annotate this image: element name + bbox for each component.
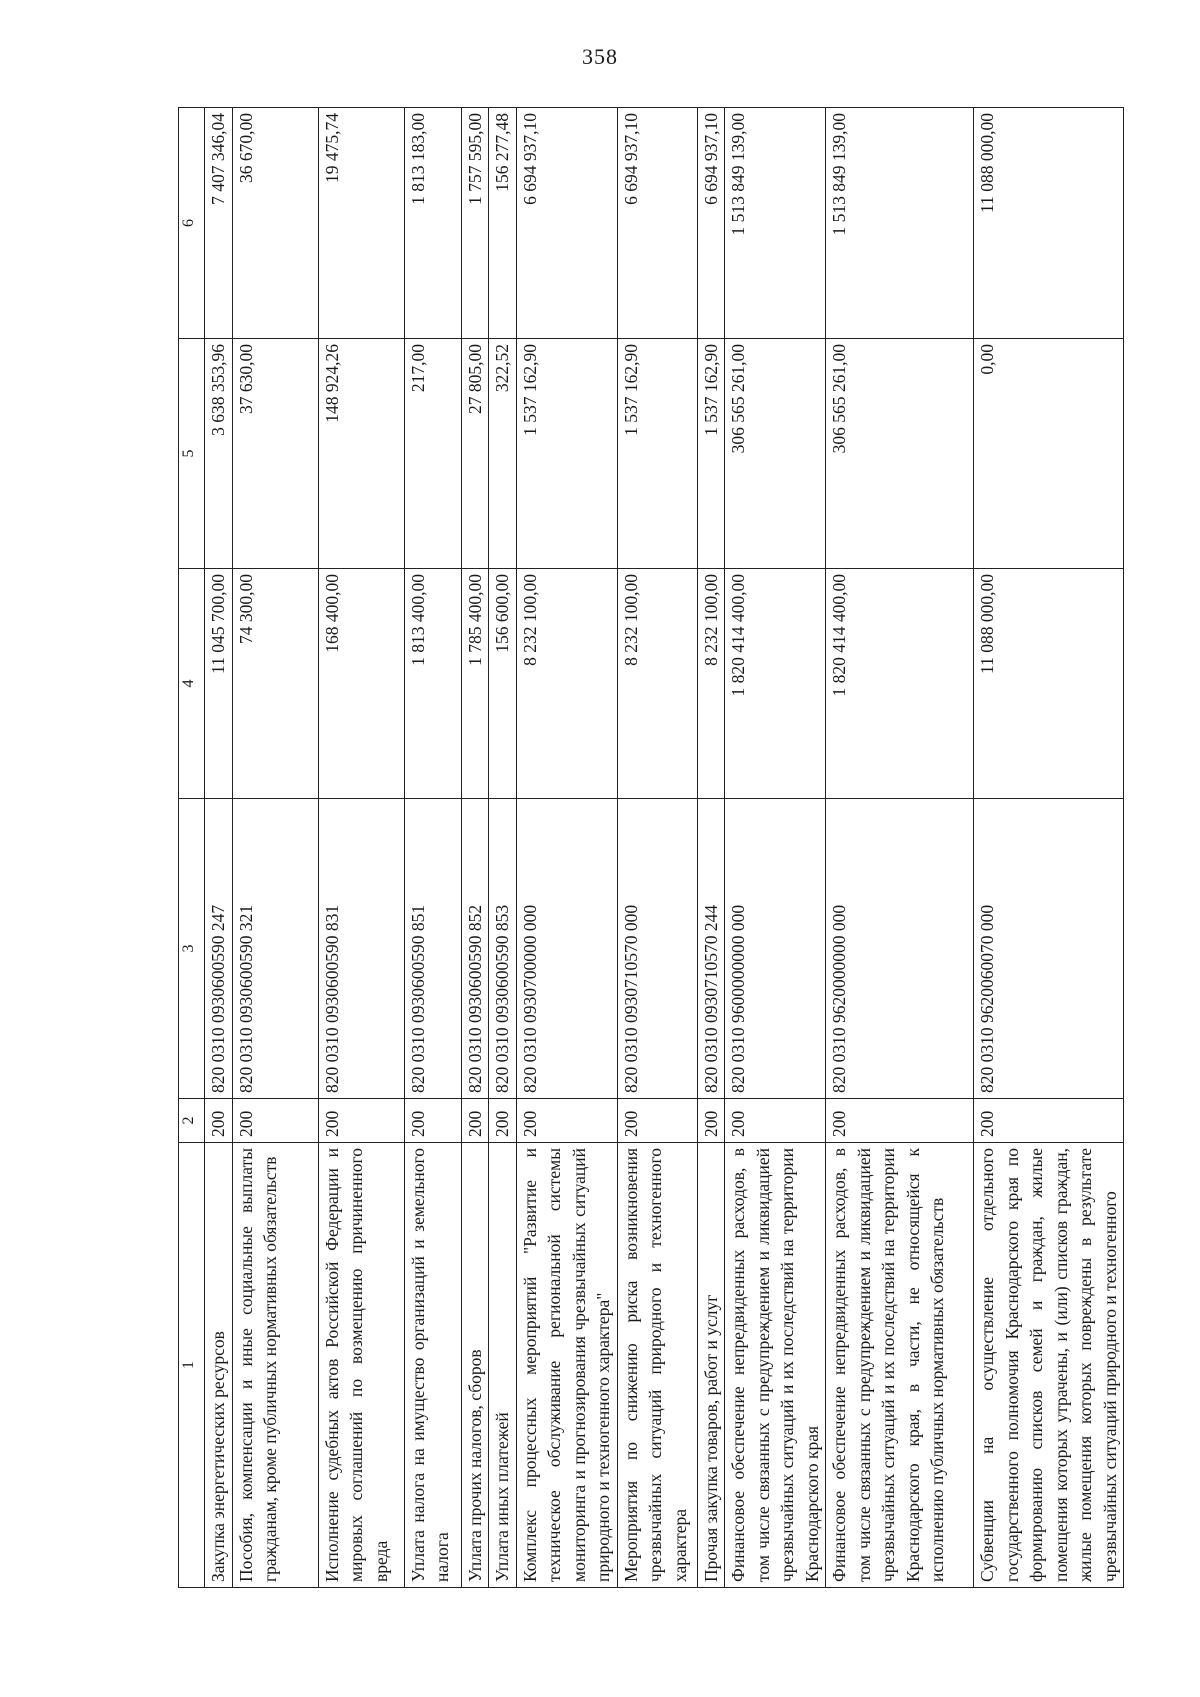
row-code: 820 0310 0930600590 831 — [318, 799, 404, 1099]
row-col5: 1 537 162,90 — [516, 339, 617, 569]
row-name: Уплата иных платежей — [489, 1143, 517, 1588]
row-col4: 8 232 100,00 — [697, 569, 725, 799]
row-name: Комплекс процессных мероприятий "Развитие и техническое обслуживание региональной системы мониторинга и прогнозирования чрезвычайных ситуаций природного и техногенного характера" — [516, 1143, 617, 1588]
row-col5: 322,52 — [489, 339, 517, 569]
row-name: Прочая закупка товаров, работ и услуг — [697, 1143, 725, 1588]
row-col6: 156 277,48 — [489, 108, 517, 339]
row-col6: 7 407 346,04 — [205, 108, 233, 339]
row-name: Исполнение судебных актов Российской Федерации и мировых соглашений по возмещению причиненного вреда — [318, 1143, 404, 1588]
row-col6: 11 088 000,00 — [974, 108, 1124, 339]
table-row — [489, 108, 517, 1588]
column-header: 3 — [179, 799, 205, 1099]
column-header: 6 — [179, 108, 205, 339]
row-col4: 8 232 100,00 — [617, 569, 697, 799]
row-col5: 0,00 — [974, 339, 1124, 569]
row-col6: 1 513 849 139,00 — [826, 108, 974, 339]
row-col6: 6 694 937,10 — [697, 108, 725, 339]
row-col4: 156 600,00 — [489, 569, 517, 799]
row-col5: 148 924,26 — [318, 339, 404, 569]
column-header: 4 — [179, 569, 205, 799]
row-col4: 11 045 700,00 — [205, 569, 233, 799]
row-name: Финансовое обеспечение непредвиденных расходов, в том числе связанных с предупреждением и ликвидацией чрезвычайных ситуаций и их последствий на территории Краснодарского края, в части, не относящейся к исполнению публичных нормативных обязательств — [826, 1143, 974, 1588]
row-name: Закупка энергетических ресурсов — [205, 1143, 233, 1588]
row-code: 820 0310 0930600590 321 — [232, 799, 318, 1099]
row-col4: 74 300,00 — [232, 569, 318, 799]
row-col5: 306 565 261,00 — [725, 339, 826, 569]
row-name: Пособия, компенсации и иные социальные выплаты гражданам, кроме публичных нормативных обязательств — [232, 1143, 318, 1588]
row-code: 820 0310 0930600590 247 — [205, 799, 233, 1099]
row-col4: 1 785 400,00 — [461, 569, 489, 799]
row-col4: 1 813 400,00 — [404, 569, 461, 799]
row-code: 820 0310 0930600590 852 — [461, 799, 489, 1099]
row-col2: 200 — [617, 1099, 697, 1143]
row-col5: 3 638 353,96 — [205, 339, 233, 569]
row-col6: 6 694 937,10 — [516, 108, 617, 339]
row-name: Уплата налога на имущество организаций и земельного налога — [404, 1143, 461, 1588]
row-col2: 200 — [516, 1099, 617, 1143]
row-code: 820 0310 0930710570 000 — [617, 799, 697, 1099]
table-row — [461, 108, 489, 1588]
row-col5: 27 805,00 — [461, 339, 489, 569]
row-col6: 1 513 849 139,00 — [725, 108, 826, 339]
row-col6: 1 813 183,00 — [404, 108, 461, 339]
row-col4: 168 400,00 — [318, 569, 404, 799]
table-row — [516, 108, 617, 1588]
column-header: 2 — [179, 1099, 205, 1143]
row-code: 820 0310 0930710570 244 — [697, 799, 725, 1099]
row-code: 820 0310 9620060070 000 — [974, 799, 1124, 1099]
table-row — [826, 108, 974, 1588]
table-row — [974, 108, 1124, 1588]
row-col4: 8 232 100,00 — [516, 569, 617, 799]
row-code: 820 0310 0930600590 851 — [404, 799, 461, 1099]
table-row — [617, 108, 697, 1588]
row-col4: 1 820 414 400,00 — [826, 569, 974, 799]
row-col2: 200 — [461, 1099, 489, 1143]
row-col6: 36 670,00 — [232, 108, 318, 339]
row-code: 820 0310 9600000000 000 — [725, 799, 826, 1099]
table-row — [318, 108, 404, 1588]
row-col4: 1 820 414 400,00 — [725, 569, 826, 799]
page-number: 358 — [582, 44, 618, 69]
column-header: 5 — [179, 339, 205, 569]
row-name: Мероприятия по снижению риска возникновения чрезвычайных ситуаций природного и техногенного характера — [617, 1143, 697, 1588]
row-col6: 6 694 937,10 — [617, 108, 697, 339]
row-col2: 200 — [697, 1099, 725, 1143]
row-name: Субвенции на осуществление отдельного государственного полномочия Краснодарского края по формированию списков семей и граждан, жилые помещения которых утрачены, и (или) списков граждан, жилые помещения которых повреждены в результате чрезвычайных ситуаций природного и техногенного — [974, 1143, 1124, 1588]
budget-table — [178, 107, 1124, 1588]
table-row — [404, 108, 461, 1588]
row-name: Финансовое обеспечение непредвиденных расходов, в том числе связанных с предупреждением и ликвидацией чрезвычайных ситуаций и их последствий на территории Краснодарского края — [725, 1143, 826, 1588]
row-col6: 19 475,74 — [318, 108, 404, 339]
row-col2: 200 — [974, 1099, 1124, 1143]
row-col4: 11 088 000,00 — [974, 569, 1124, 799]
row-col5: 37 630,00 — [232, 339, 318, 569]
row-name: Уплата прочих налогов, сборов — [461, 1143, 489, 1588]
row-col6: 1 757 595,00 — [461, 108, 489, 339]
row-col2: 200 — [232, 1099, 318, 1143]
row-col2: 200 — [404, 1099, 461, 1143]
row-col5: 1 537 162,90 — [617, 339, 697, 569]
row-col2: 200 — [826, 1099, 974, 1143]
row-code: 820 0310 0930600590 853 — [489, 799, 517, 1099]
table-header-row — [179, 108, 205, 1588]
table-row — [205, 108, 233, 1588]
row-col2: 200 — [318, 1099, 404, 1143]
column-header: 1 — [179, 1143, 205, 1588]
row-col2: 200 — [205, 1099, 233, 1143]
row-col2: 200 — [489, 1099, 517, 1143]
table-row — [232, 108, 318, 1588]
row-code: 820 0310 9620000000 000 — [826, 799, 974, 1099]
row-col2: 200 — [725, 1099, 826, 1143]
row-col5: 306 565 261,00 — [826, 339, 974, 569]
table-row — [725, 108, 826, 1588]
row-code: 820 0310 0930700000 000 — [516, 799, 617, 1099]
table-row — [697, 108, 725, 1588]
row-col5: 217,00 — [404, 339, 461, 569]
rotated-table-wrapper — [178, 108, 1118, 1588]
row-col5: 1 537 162,90 — [697, 339, 725, 569]
